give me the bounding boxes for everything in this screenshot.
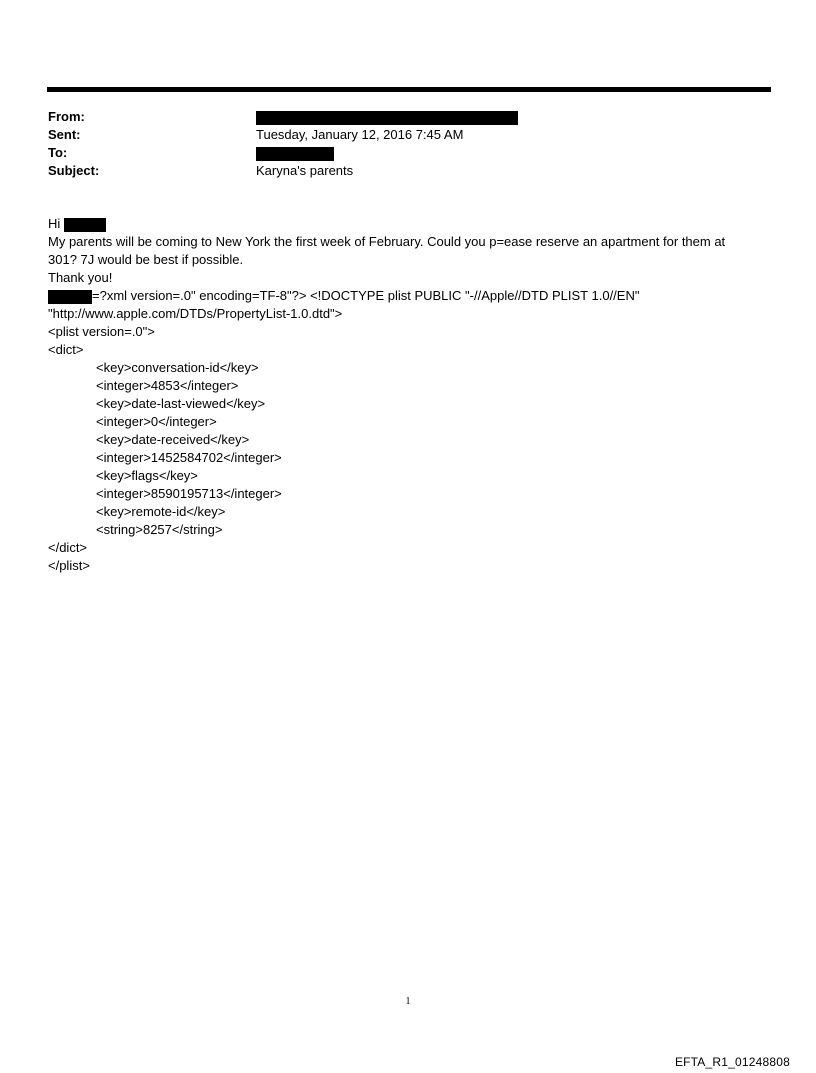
greeting-text: Hi [48,216,61,231]
dict-entry-line: <string>8257</string> [96,522,223,537]
dict-entry-line: <integer>0</integer> [96,414,217,429]
subject-value: Karyna's parents [256,163,354,178]
sent-value: Tuesday, January 12, 2016 7:45 AM [256,127,464,142]
dict-open-line: <dict> [48,342,84,357]
xml-declaration-line [48,287,768,305]
dict-entry-line: <key>remote-id</key> [96,504,226,519]
redaction-block [48,290,92,304]
xml-dtd-line: "http://www.apple.com/DTDs/PropertyList-1.0.dtd"> [48,306,343,321]
body-line: Thank you! [48,270,113,285]
body-line: My parents will be coming to New York the first week of February. Could you p=ease reserve an apartment for them at [48,234,726,249]
dict-close-line: </dict> [48,540,88,555]
dict-entry-line: <key>conversation-id</key> [96,360,259,375]
to-row [48,144,768,162]
sent-label: Sent: [48,127,81,142]
plist-close-line: </plist> [48,558,90,573]
redaction-block [64,218,106,232]
redaction-block [256,111,518,125]
dict-entry-line: <key>flags</key> [96,468,198,483]
header-divider [47,87,771,92]
dict-entry-line: <key>date-received</key> [96,432,250,447]
subject-label: Subject: [48,163,100,178]
from-label: From: [48,109,85,124]
redaction-block [256,147,334,161]
from-value [256,108,518,126]
email-body [48,215,768,575]
sent-row [48,126,768,144]
greeting-line [48,215,768,233]
dict-entry-line: <integer>8590195713</integer> [96,486,282,501]
dict-entry-line: <key>date-last-viewed</key> [96,396,266,411]
subject-row [48,162,768,180]
dict-entry-line: <integer>4853</integer> [96,378,239,393]
xml-declaration-text: =?xml version=.0" encoding=TF-8"?> <!DOCTYPE plist PUBLIC "-//Apple//DTD PLIST 1.0//EN" [92,288,640,303]
bates-number: EFTA_R1_01248808 [674,1055,790,1069]
page-number: 1 [405,996,411,1007]
body-line: 301? 7J would be best if possible. [48,252,244,267]
email-header [48,108,768,180]
from-row [48,108,768,126]
to-label: To: [48,145,68,160]
to-value [256,144,334,162]
dict-entry-line: <integer>1452584702</integer> [96,450,282,465]
plist-open-line: <plist version=.0"> [48,324,155,339]
